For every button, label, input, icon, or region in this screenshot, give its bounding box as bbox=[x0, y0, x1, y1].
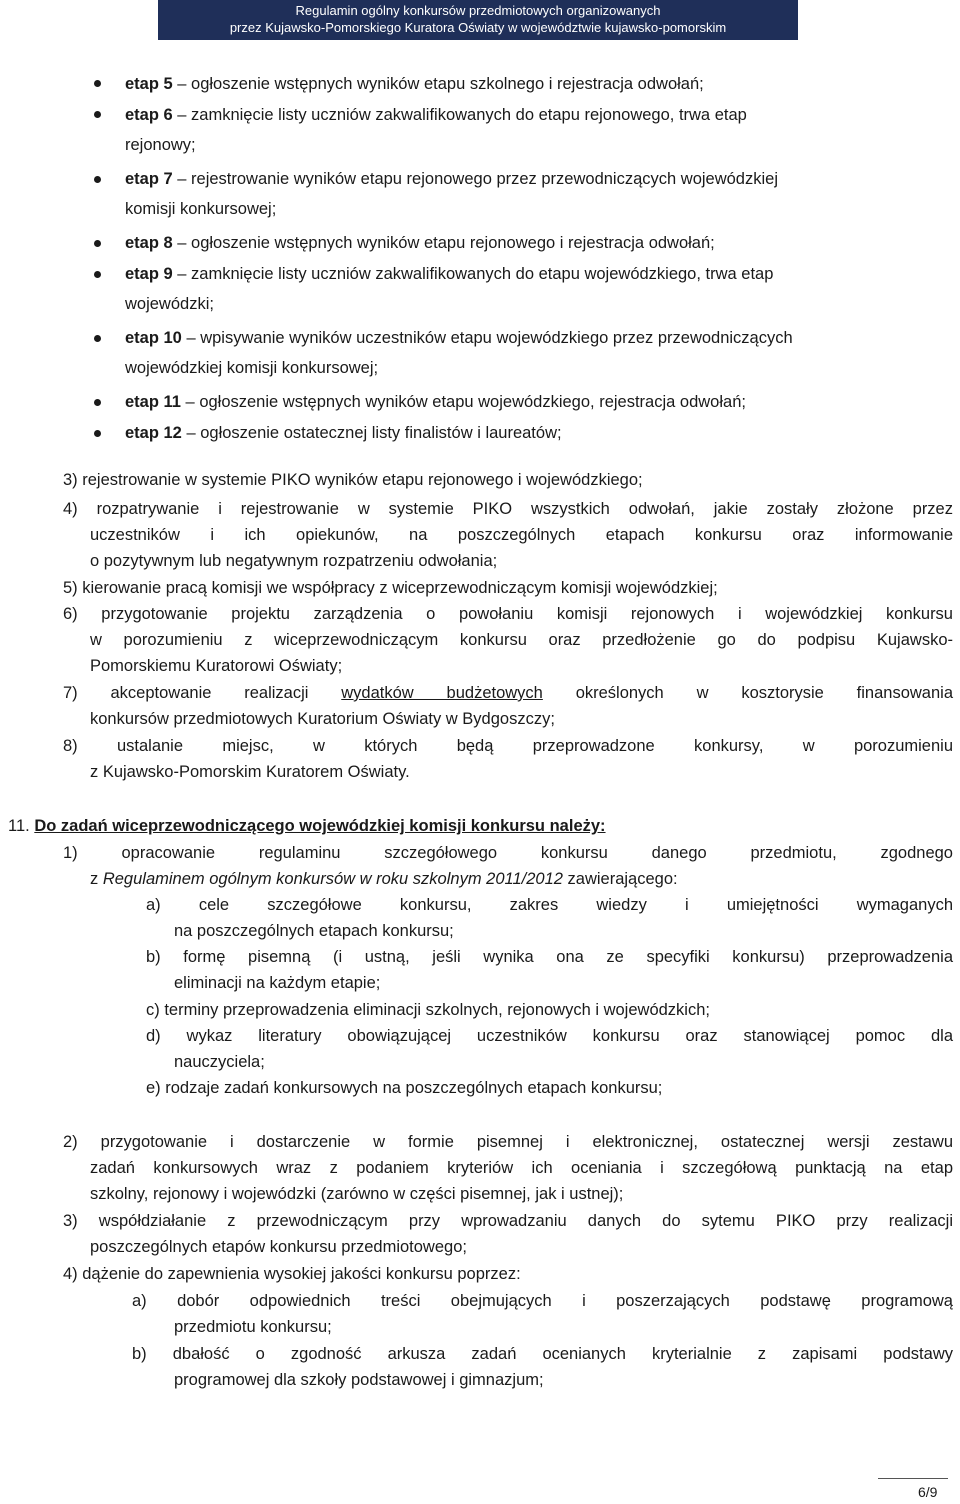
etap-label: etap 10 bbox=[125, 329, 182, 347]
etap-text: – rejestrowanie wyników etapu rejonowego przez przewodniczących wojewódzkiej bbox=[172, 170, 778, 188]
s11-item-4-sub-a-line-2: przedmiotu konkursu; bbox=[174, 1318, 332, 1336]
s11-item-4-sub-b-line-2: programowej dla szkoły podstawowej i gimnazjum; bbox=[174, 1371, 544, 1389]
bullet-icon bbox=[94, 271, 101, 278]
bullet-icon bbox=[94, 240, 101, 247]
etap-label: etap 6 bbox=[125, 106, 173, 124]
list-item-6-line-1: 6) przygotowanie projektu zarządzenia o powołaniu komisji rejonowych i wojewódzkiej konkursu bbox=[63, 605, 953, 623]
section-title: Do zadań wiceprzewodniczącego wojewódzkiej komisji konkursu należy: bbox=[34, 817, 606, 835]
s11-sub-e: e) rodzaje zadań konkursowych na poszczególnych etapach konkursu; bbox=[146, 1079, 663, 1097]
s11-sub-c: c) terminy przeprowadzenia eliminacji szkolnych, rejonowych i wojewódzkich; bbox=[146, 1001, 710, 1019]
etap-label: etap 9 bbox=[125, 265, 173, 283]
list-item-3: 3) rejestrowanie w systemie PIKO wyników etapu rejonowego i wojewódzkiego; bbox=[63, 471, 643, 489]
s11-sub-a-line-2: na poszczególnych etapach konkursu; bbox=[174, 922, 454, 940]
list-item-7-line-2: konkursów przedmiotowych Kuratorium Oświaty w Bydgoszczy; bbox=[90, 710, 555, 728]
etap-item bbox=[125, 168, 778, 190]
s11-item-4-line-1: 4) dążenie do zapewnienia wysokiej jakości konkursu poprzez: bbox=[63, 1265, 521, 1283]
s11-item-1-line-2 bbox=[90, 868, 678, 890]
section-heading bbox=[8, 815, 606, 837]
list-item-7-text: 7) akceptowanie realizacji bbox=[63, 684, 342, 702]
s11-item-2-line-3: szkolny, rejonowy i wojewódzki (zarówno w części pisemnej, jak i ustnej); bbox=[90, 1185, 624, 1203]
header-line-2: przez Kujawsko-Pomorskiego Kuratora Oświaty w województwie kujawsko-pomorskim bbox=[229, 20, 727, 35]
bullet-icon bbox=[94, 176, 101, 183]
list-item-8-line-1: 8) ustalanie miejsc, w których będą przeprowadzone konkursy, w porozumieniu bbox=[63, 737, 953, 755]
etap-text: – zamknięcie listy uczniów zakwalifikowanych do etapu wojewódzkiego, trwa etap bbox=[172, 265, 774, 283]
list-item-6-line-2: w porozumieniu z wiceprzewodniczącym konkursu oraz przedłożenie go do podpisu Kujawsko- bbox=[90, 631, 953, 649]
s11-sub-b-line-1: b) formę pisemną (i ustną, jeśli wynika ona ze specyfiki konkursu) przeprowadzenia bbox=[146, 948, 953, 966]
section-number: 11. bbox=[8, 817, 30, 835]
document-header bbox=[158, 0, 798, 40]
list-item-6-line-3: Pomorskiemu Kuratorowi Oświaty; bbox=[90, 657, 343, 675]
list-item-7-text-end: określonych w kosztorysie finansowania bbox=[542, 684, 953, 702]
s11-item-1-line-1: 1) opracowanie regulaminu szczegółowego konkursu danego przedmiotu, zgodnego bbox=[63, 844, 953, 862]
etap-item bbox=[125, 327, 793, 349]
etap-item bbox=[125, 73, 704, 95]
list-item-4-line-2: uczestników i ich opiekunów, na poszczególnych etapach konkursu oraz informowanie bbox=[90, 526, 953, 544]
s11-item-4-sub-b-line-1: b) dbałość o zgodność arkusza zadań ocenianych kryterialnie z zapisami podstawy bbox=[132, 1345, 953, 1363]
footer-divider bbox=[878, 1478, 948, 1479]
etap-continuation: rejonowy; bbox=[125, 136, 196, 154]
s11-sub-d-line-2: nauczyciela; bbox=[174, 1053, 265, 1071]
etap-label: etap 5 bbox=[125, 75, 173, 93]
bullet-icon bbox=[94, 111, 101, 118]
etap-text: – wpisywanie wyników uczestników etapu wojewódzkiego przez przewodniczących bbox=[181, 329, 793, 347]
regulamin-title: Regulaminem ogólnym konkursów w roku szkolnym 2011/2012 bbox=[102, 870, 563, 888]
etap-continuation: wojewódzki; bbox=[125, 295, 214, 313]
s11-item-3-line-2: poszczególnych etapów konkursu przedmiotowego; bbox=[90, 1238, 467, 1256]
bullet-icon bbox=[94, 399, 101, 406]
list-item-4-line-1: 4) rozpatrywanie i rejestrowanie w systemie PIKO wszystkich odwołań, jakie zostały złożone przez bbox=[63, 500, 953, 518]
s11-sub-b-line-2: eliminacji na każdym etapie; bbox=[174, 974, 381, 992]
bullet-icon bbox=[94, 430, 101, 437]
etap-text: – ogłoszenie wstępnych wyników etapu rejonowego i rejestracja odwołań; bbox=[172, 234, 715, 252]
s11-item-2-line-1: 2) przygotowanie i dostarczenie w formie pisemnej i elektronicznej, ostatecznej wersji zestawu bbox=[63, 1133, 953, 1151]
s11-item-4-sub-a-line-1: a) dobór odpowiednich treści obejmujących i poszerzających podstawę programową bbox=[132, 1292, 953, 1310]
etap-continuation: wojewódzkiej komisji konkursowej; bbox=[125, 359, 379, 377]
bullet-icon bbox=[94, 80, 101, 87]
s11-item-1-pre: z bbox=[90, 870, 103, 888]
etap-text: – ogłoszenie ostatecznej listy finalistów i laureatów; bbox=[181, 424, 562, 442]
etap-text: – zamknięcie listy uczniów zakwalifikowanych do etapu rejonowego, trwa etap bbox=[172, 106, 747, 124]
etap-item bbox=[125, 104, 747, 126]
list-item-8-line-2: z Kujawsko-Pomorskim Kuratorem Oświaty. bbox=[90, 763, 410, 781]
list-item-7-line-1 bbox=[63, 682, 953, 704]
s11-sub-d-line-1: d) wykaz literatury obowiązującej uczestników konkursu oraz stanowiącej pomoc dla bbox=[146, 1027, 953, 1045]
s11-item-2-line-2: zadań konkursowych wraz z podaniem kryteriów ich oceniania i szczegółową punktacją na etap bbox=[90, 1159, 953, 1177]
etap-item bbox=[125, 263, 773, 285]
bullet-icon bbox=[94, 335, 101, 342]
etap-label: etap 12 bbox=[125, 424, 182, 442]
etap-label: etap 8 bbox=[125, 234, 173, 252]
etap-item bbox=[125, 232, 715, 254]
budget-link[interactable]: wydatków budżetowych bbox=[341, 684, 543, 702]
s11-sub-a-line-1: a) cele szczegółowe konkursu, zakres wiedzy i umiejętności wymaganych bbox=[146, 896, 953, 914]
etap-text: – ogłoszenie wstępnych wyników etapu szkolnego i rejestracja odwołań; bbox=[172, 75, 704, 93]
etap-item bbox=[125, 422, 562, 444]
etap-label: etap 7 bbox=[125, 170, 173, 188]
etap-item bbox=[125, 391, 746, 413]
etap-continuation: komisji konkursowej; bbox=[125, 200, 277, 218]
s11-item-3-line-1: 3) współdziałanie z przewodniczącym przy wprowadzaniu danych do sytemu PIKO przy realizacji bbox=[63, 1212, 953, 1230]
etap-label: etap 11 bbox=[125, 393, 181, 411]
list-item-5: 5) kierowanie pracą komisji we współpracy z wiceprzewodniczącym komisji wojewódzkiej; bbox=[63, 579, 718, 597]
header-line-1: Regulamin ogólny konkursów przedmiotowych organizowanych bbox=[295, 3, 661, 18]
list-item-4-line-3: o pozytywnym lub negatywnym rozpatrzeniu odwołania; bbox=[90, 552, 498, 570]
page-number: 6/9 bbox=[918, 1484, 938, 1500]
s11-item-1-post: zawierającego: bbox=[562, 870, 678, 888]
etap-text: – ogłoszenie wstępnych wyników etapu wojewódzkiego, rejestracja odwołań; bbox=[180, 393, 746, 411]
